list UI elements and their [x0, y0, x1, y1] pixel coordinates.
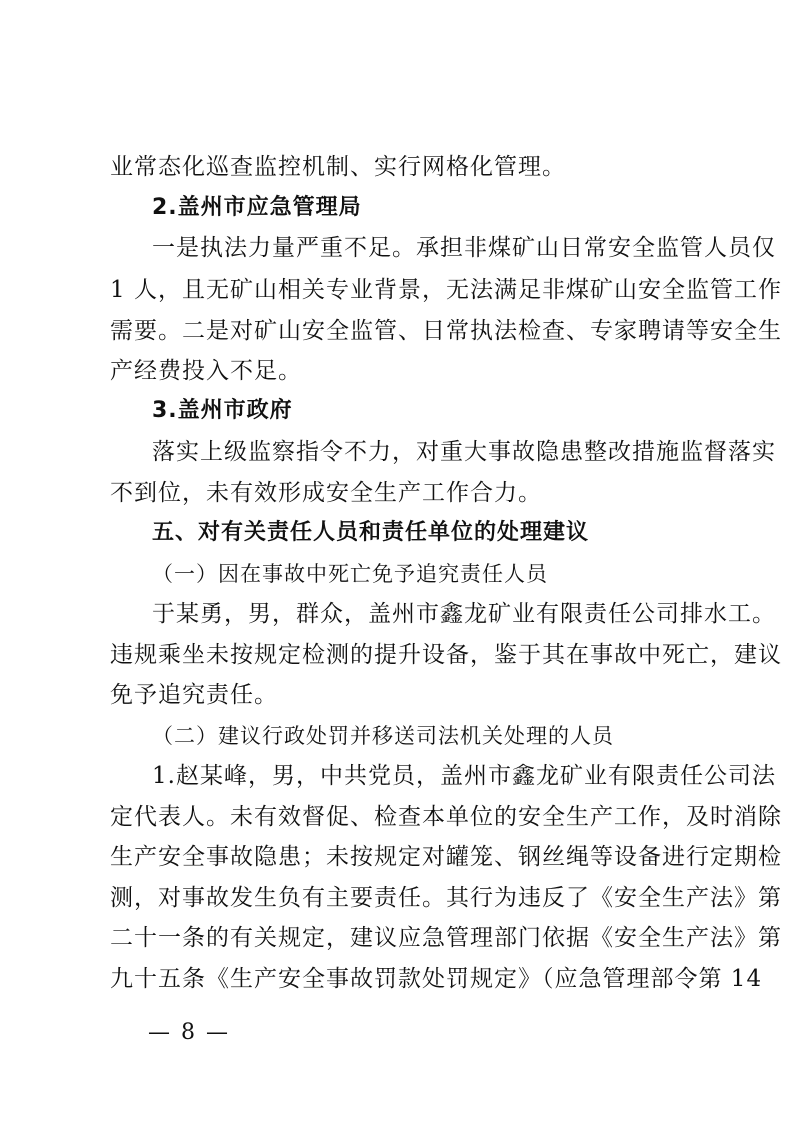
- page-number: — 8 —: [148, 1020, 230, 1045]
- paragraph-line: 需要。二是对矿山安全监管、日常执法检查、专家聘请等安全生: [110, 318, 782, 344]
- paragraph-line: 违规乘坐未按规定检测的提升设备，鉴于其在事故中死亡，建议: [110, 642, 782, 668]
- paragraph-line: 生产安全事故隐患；未按规定对罐笼、钢丝绳等设备进行定期检: [110, 844, 782, 870]
- paragraph-line: 定代表人。未有效督促、检查本单位的安全生产工作，及时消除: [110, 804, 782, 830]
- paragraph-line: 于某勇，男，群众，盖州市鑫龙矿业有限责任公司排水工。: [152, 601, 776, 627]
- paragraph-line: 1 人，且无矿山相关专业背景，无法满足非煤矿山安全监管工作: [110, 277, 782, 303]
- chapter-heading: 五、对有关责任人员和责任单位的处理建议: [152, 520, 590, 545]
- paragraph-line: 一是执法力量严重不足。承担非煤矿山日常安全监管人员仅: [152, 235, 776, 261]
- subsection-heading-one: （一）因在事故中死亡免予追究责任人员: [152, 562, 548, 586]
- paragraph-line: 落实上级监察指令不力，对重大事故隐患整改措施监督落实: [152, 439, 776, 465]
- paragraph-line: 业常态化巡查监控机制、实行网格化管理。: [110, 154, 566, 180]
- paragraph-line: 免予追究责任。: [110, 682, 278, 708]
- subsection-heading-two: （二）建议行政处罚并移送司法机关处理的人员: [152, 724, 614, 748]
- paragraph-line: 产经费投入不足。: [110, 358, 302, 384]
- paragraph-line: 不到位，未有效形成安全生产工作合力。: [110, 480, 542, 506]
- section-heading-zhengfu: 3.盖州市政府: [152, 398, 293, 423]
- paragraph-line: 测，对事故发生负有主要责任。其行为违反了《安全生产法》第: [110, 885, 782, 911]
- paragraph-line: 1.赵某峰，男，中共党员，盖州市鑫龙矿业有限责任公司法: [152, 763, 776, 789]
- paragraph-line: 二十一条的有关规定，建议应急管理部门依据《安全生产法》第: [110, 925, 782, 951]
- paragraph-line: 九十五条《生产安全事故罚款处罚规定》（应急管理部令第 14: [110, 966, 763, 992]
- section-heading-yingji: 2.盖州市应急管理局: [152, 195, 362, 220]
